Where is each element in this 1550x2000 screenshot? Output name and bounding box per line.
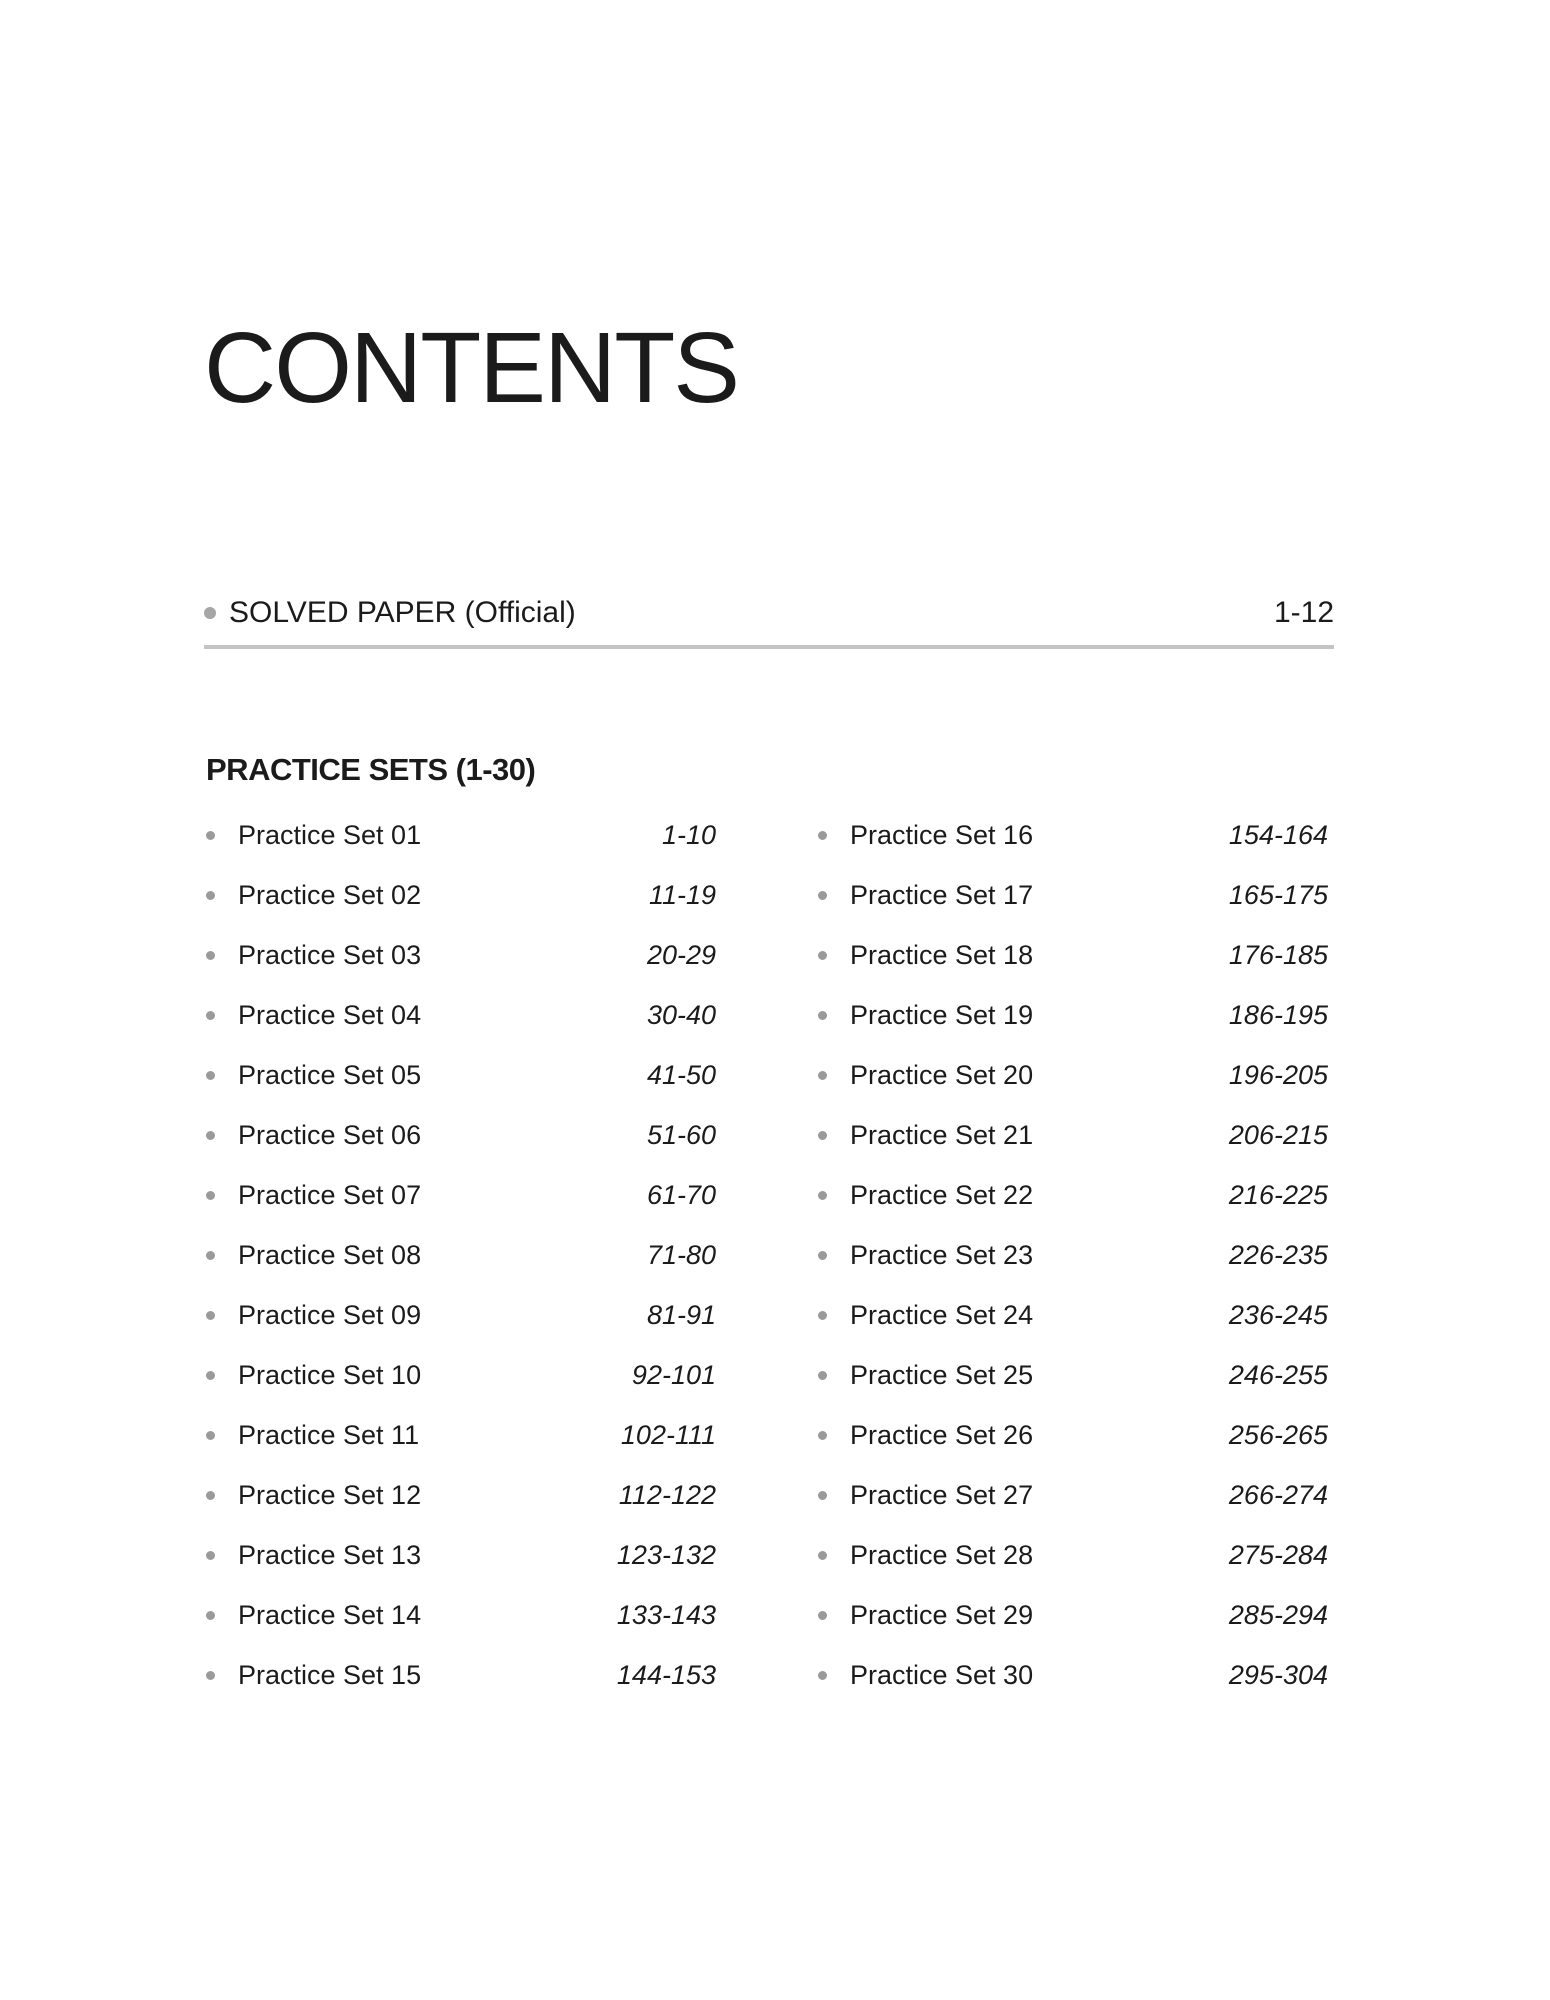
toc-entry-label: Practice Set 27: [850, 1479, 1034, 1510]
toc-entry[interactable]: [206, 805, 716, 865]
toc-column-right: [818, 805, 1328, 1705]
toc-entry-label: Practice Set 18: [850, 939, 1034, 970]
toc-entry-pages: 295-304: [1228, 1659, 1328, 1690]
bullet-icon: [206, 831, 215, 840]
toc-entry[interactable]: [206, 865, 716, 925]
toc-entry-pages: 144-153: [616, 1659, 716, 1690]
toc-entry[interactable]: [818, 1105, 1328, 1165]
bullet-icon: [206, 1071, 215, 1080]
toc-entry-pages: 133-143: [616, 1599, 716, 1630]
toc-entry-pages: 102-111: [620, 1419, 716, 1450]
bullet-icon: [206, 1551, 215, 1560]
toc-entry-label: Practice Set 11: [238, 1419, 420, 1450]
bullet-icon: [206, 1371, 215, 1380]
toc-entry-label: Practice Set 16: [850, 819, 1034, 850]
bullet-icon: [818, 1611, 827, 1620]
toc-entry-pages: 165-175: [1228, 879, 1328, 910]
toc-entry-label: Practice Set 23: [850, 1239, 1034, 1270]
toc-entry-pages: 154-164: [1228, 819, 1328, 850]
toc-entry[interactable]: [206, 1165, 716, 1225]
toc-entry[interactable]: [818, 1465, 1328, 1525]
solved-paper-label: SOLVED PAPER (Official): [229, 596, 576, 629]
toc-entry[interactable]: [818, 925, 1328, 985]
toc-entry-label: Practice Set 07: [238, 1179, 422, 1210]
bullet-icon: [206, 1431, 215, 1440]
toc-entry-label: Practice Set 17: [850, 879, 1034, 910]
toc-entry[interactable]: [818, 1345, 1328, 1405]
toc-entry[interactable]: [206, 1525, 716, 1585]
toc-entry-label: Practice Set 14: [238, 1599, 422, 1630]
toc-entry[interactable]: [206, 1405, 716, 1465]
toc-entry-label: Practice Set 26: [850, 1419, 1034, 1450]
toc-entry[interactable]: [818, 1405, 1328, 1465]
toc-entry-pages: 256-265: [1228, 1419, 1328, 1450]
toc-entry-label: Practice Set 28: [850, 1539, 1034, 1570]
toc-entry-label: Practice Set 22: [850, 1179, 1034, 1210]
bullet-icon: [818, 1071, 827, 1080]
bullet-icon: [206, 1491, 215, 1500]
toc-entry-label: Practice Set 21: [850, 1119, 1034, 1150]
bullet-icon: [818, 1311, 827, 1320]
bullet-icon: [204, 607, 216, 619]
divider: [204, 645, 1334, 649]
toc-entry-pages: 123-132: [616, 1539, 716, 1570]
toc-entry[interactable]: [818, 805, 1328, 865]
toc-entry-pages: 176-185: [1228, 939, 1328, 970]
bullet-icon: [206, 1191, 215, 1200]
toc-entry[interactable]: [818, 1525, 1328, 1585]
toc-entry-pages: 30-40: [646, 999, 716, 1030]
section-heading: PRACTICE SETS (1-30): [206, 752, 536, 787]
toc-entry[interactable]: [818, 1285, 1328, 1345]
toc-entry[interactable]: [206, 1585, 716, 1645]
bullet-icon: [206, 1611, 215, 1620]
toc-entry-label: Practice Set 02: [238, 879, 422, 910]
toc-entry-label: Practice Set 10: [238, 1359, 422, 1390]
toc-entry-pages: 186-195: [1228, 999, 1328, 1030]
toc-entry[interactable]: [206, 1465, 716, 1525]
toc-entry-pages: 71-80: [646, 1239, 716, 1270]
bullet-icon: [818, 1431, 827, 1440]
toc-entry[interactable]: [206, 1345, 716, 1405]
toc-entry-pages: 11-19: [648, 879, 716, 910]
toc-entry[interactable]: [818, 1165, 1328, 1225]
bullet-icon: [206, 1011, 215, 1020]
bullet-icon: [818, 1011, 827, 1020]
toc-entry-label: Practice Set 19: [850, 999, 1034, 1030]
bullet-icon: [818, 1671, 827, 1680]
toc-entry-label: Practice Set 09: [238, 1299, 422, 1330]
toc-entry-pages: 61-70: [646, 1179, 716, 1210]
toc-entry-label: Practice Set 30: [850, 1659, 1034, 1690]
bullet-icon: [818, 1371, 827, 1380]
toc-column-left: [206, 805, 716, 1705]
toc-entry[interactable]: [206, 1285, 716, 1345]
toc-entry-label: Practice Set 08: [238, 1239, 422, 1270]
toc-entry-label: Practice Set 15: [238, 1659, 422, 1690]
bullet-icon: [206, 1251, 215, 1260]
toc-entry-label: Practice Set 06: [238, 1119, 422, 1150]
toc-entry-label: Practice Set 24: [850, 1299, 1034, 1330]
bullet-icon: [818, 1551, 827, 1560]
toc-entry[interactable]: [206, 1045, 716, 1105]
bullet-icon: [206, 1131, 215, 1140]
toc-entry-pages: 51-60: [646, 1119, 716, 1150]
toc-entry-pages: 275-284: [1228, 1539, 1328, 1570]
toc-entry-label: Practice Set 20: [850, 1059, 1034, 1090]
toc-entry-pages: 20-29: [646, 939, 716, 970]
toc-entry-label: Practice Set 04: [238, 999, 422, 1030]
toc-entry[interactable]: [818, 985, 1328, 1045]
toc-entry[interactable]: [818, 1585, 1328, 1645]
toc-entry[interactable]: [206, 985, 716, 1045]
toc-entry-label: Practice Set 01: [238, 819, 422, 850]
toc-entry-pages: 1-10: [661, 819, 716, 850]
toc-entry[interactable]: [206, 925, 716, 985]
toc-entry-pages: 81-91: [646, 1299, 716, 1330]
bullet-icon: [206, 951, 215, 960]
toc-entry[interactable]: [818, 1045, 1328, 1105]
toc-entry-label: Practice Set 03: [238, 939, 422, 970]
toc-entry-pages: 206-215: [1228, 1119, 1328, 1150]
bullet-icon: [818, 1251, 827, 1260]
toc-entry[interactable]: [206, 1645, 716, 1705]
toc-entry-solved-paper[interactable]: [204, 588, 1334, 638]
toc-entry-pages: 216-225: [1228, 1179, 1328, 1210]
toc-entry-pages: 226-235: [1228, 1239, 1328, 1270]
bullet-icon: [818, 891, 827, 900]
bullet-icon: [206, 1311, 215, 1320]
toc-entry[interactable]: [818, 1225, 1328, 1285]
toc-entry-label: Practice Set 29: [850, 1599, 1034, 1630]
toc-entry-label: Practice Set 25: [850, 1359, 1034, 1390]
toc-entry-pages: 196-205: [1228, 1059, 1328, 1090]
toc-entry-label: Practice Set 05: [238, 1059, 422, 1090]
solved-paper-label-group: [204, 596, 576, 630]
toc-entry-label: Practice Set 12: [238, 1479, 422, 1510]
toc-entry[interactable]: [206, 1225, 716, 1285]
bullet-icon: [818, 951, 827, 960]
toc-entry[interactable]: [206, 1105, 716, 1165]
page-title: CONTENTS: [204, 312, 738, 424]
solved-paper-pages: 1-12: [1273, 596, 1334, 629]
toc-entry-pages: 112-122: [618, 1479, 716, 1510]
bullet-icon: [818, 831, 827, 840]
bullet-icon: [818, 1491, 827, 1500]
toc-entry[interactable]: [818, 1645, 1328, 1705]
bullet-icon: [818, 1191, 827, 1200]
toc-entry-pages: 41-50: [646, 1059, 716, 1090]
toc-entry-label: Practice Set 13: [238, 1539, 422, 1570]
bullet-icon: [818, 1131, 827, 1140]
toc-entry-pages: 285-294: [1228, 1599, 1328, 1630]
toc-entry[interactable]: [818, 865, 1328, 925]
bullet-icon: [206, 891, 215, 900]
toc-entry-pages: 246-255: [1228, 1359, 1328, 1390]
toc-entry-pages: 236-245: [1228, 1299, 1328, 1330]
toc-entry-pages: 92-101: [631, 1359, 716, 1390]
toc-entry-pages: 266-274: [1228, 1479, 1328, 1510]
bullet-icon: [206, 1671, 215, 1680]
